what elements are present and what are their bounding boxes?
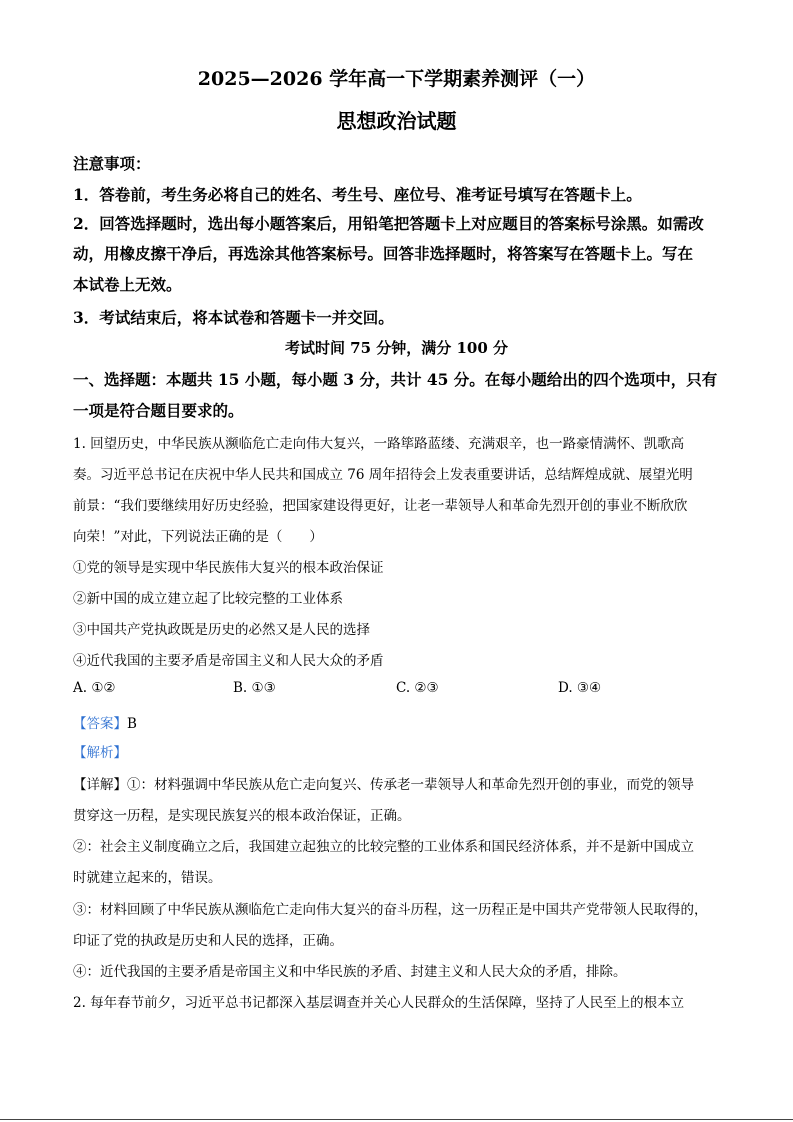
notice-line-4: 本试卷上无效。 [73, 275, 182, 294]
q1-statement-1: ①党的领导是实现中华民族伟大复兴的根本政治保证 [73, 560, 384, 576]
q1-detail-line-7: ④：近代我国的主要矛盾是帝国主义和中华民族的矛盾、封建主义和人民大众的矛盾，排除。 [73, 964, 627, 980]
page-bottom-rule [0, 1119, 793, 1120]
exam-info: 考试时间 75 分钟，满分 100 分 [284, 339, 509, 357]
q1-detail-line-2: 贯穿这一历程，是实现民族复兴的根本政治保证，正确。 [73, 808, 411, 824]
q1-option-b: B. ①③ [233, 680, 276, 696]
section-heading-line-1: 一、选择题：本题共 15 小题，每小题 3 分，共计 45 分。在每小题给出的四个选项中，只有 [73, 370, 718, 389]
q1-statement-2: ②新中国的成立建立起了比较完整的工业体系 [73, 591, 343, 607]
q1-statement-4: ④近代我国的主要矛盾是帝国主义和人民大众的矛盾 [73, 653, 384, 669]
q1-option-d: D. ③④ [558, 680, 602, 696]
answer-label: 【答案】 [73, 716, 127, 732]
q1-detail-line-6: 印证了党的执政是历史和人民的选择，正确。 [73, 933, 343, 949]
notice-line-5: 3．考试结束后，将本试卷和答题卡一并交回。 [73, 308, 394, 327]
q2-stem-line-1: 2. 每年春节前夕，习近平总书记都深入基层调查并关心人民群众的生活保障，坚持了人民至上的根本立 [73, 995, 685, 1011]
q1-option-a: A. ①② [73, 680, 116, 696]
q1-stem-line-1: 1. 回望历史，中华民族从濒临危亡走向伟大复兴，一路筚路蓝缕、充满艰辛，也一路豪情满怀、凯歌高 [73, 436, 685, 452]
detail-label: 【详解】 [73, 777, 127, 793]
answer-value: B [127, 716, 137, 732]
q1-stem-line-4: 向荣！”对此，下列说法正确的是（ ） [73, 529, 323, 545]
notice-heading: 注意事项： [73, 154, 151, 173]
exam-title: 2025—2026 学年高一下学期素养测评（一） [197, 68, 596, 90]
analysis-label: 【解析】 [73, 745, 127, 761]
notice-line-1: 1．答卷前，考生务必将自己的姓名、考生号、座位号、准考证号填写在答题卡上。 [73, 185, 642, 204]
q1-detail-line-5: ③：材料回顾了中华民族从濒临危亡走向伟大复兴的奋斗历程，这一历程正是中国共产党带领人民取得的， [73, 902, 708, 918]
detail-text-1: ①：材料强调中华民族从危亡走向复兴、传承老一辈领导人和革命先烈开创的事业，而党的领导 [127, 777, 694, 793]
notice-line-3: 动，用橡皮擦干净后，再选涂其他答案标号。回答非选择题时，将答案写在答题卡上。写在 [73, 244, 694, 263]
q1-detail-line-4: 时就建立起来的，错误。 [73, 870, 222, 886]
section-heading-line-2: 一项是符合题目要求的。 [73, 401, 244, 420]
q1-answer [73, 712, 137, 732]
q1-detail-line-3: ②：社会主义制度确立之后，我国建立起独立的比较完整的工业体系和国民经济体系，并不是新中国成立 [73, 839, 694, 855]
q1-option-c: C. ②③ [396, 680, 439, 696]
q1-statement-3: ③中国共产党执政既是历史的必然又是人民的选择 [73, 622, 370, 638]
q1-stem-line-2: 奏。习近平总书记在庆祝中华人民共和国成立 76 周年招待会上发表重要讲话，总结辉煌成就、展望光明 [73, 467, 693, 483]
q1-detail-line-1 [73, 773, 694, 793]
subject-title: 思想政治试题 [336, 109, 457, 133]
notice-line-2: 2．回答选择题时，选出每小题答案后，用铅笔把答题卡上对应题目的答案标号涂黑。如需改 [73, 214, 704, 233]
q1-stem-line-3: 前景：“我们要继续用好历史经验，把国家建设得更好，让老一辈领导人和革命先烈开创的事业不断欣欣 [73, 498, 688, 514]
